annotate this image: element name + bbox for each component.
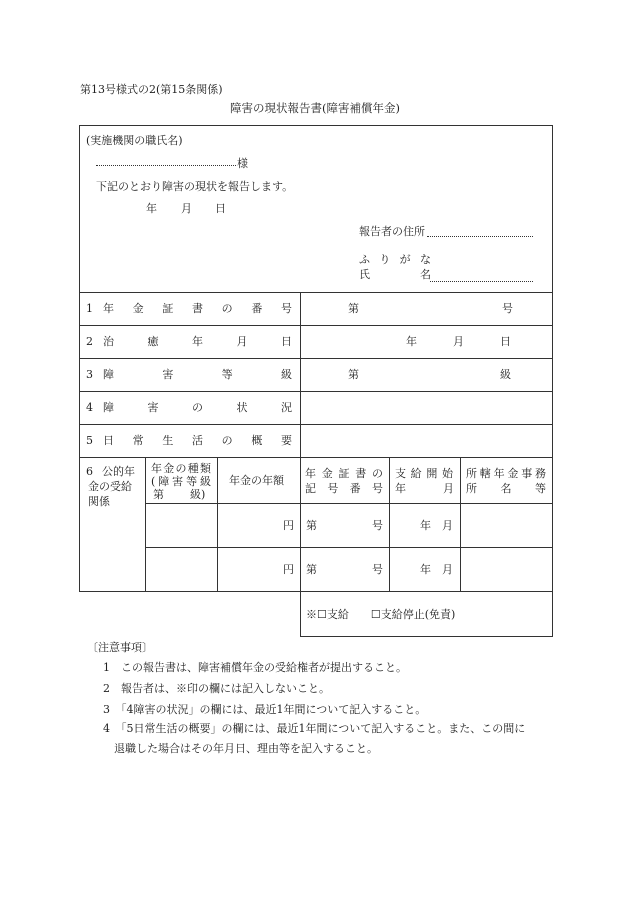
recipient-line bbox=[96, 165, 236, 166]
pension-row2-gou: 号 bbox=[372, 563, 383, 576]
reporter-address-label: 報告者の住所 bbox=[359, 225, 425, 238]
pension-label-line3: 関係 bbox=[88, 495, 110, 508]
pension-row1-dai: 第 bbox=[306, 519, 317, 532]
reporter-name-label: 氏名 bbox=[359, 268, 431, 281]
divider-pension-row1 bbox=[145, 547, 553, 548]
reporter-address-line bbox=[427, 236, 533, 237]
date-day-label: 日 bbox=[215, 202, 226, 215]
date-year-label: 年 bbox=[146, 202, 157, 215]
pension-row2-nen: 年 bbox=[420, 563, 431, 576]
divider-pension-header bbox=[145, 503, 553, 504]
row3-label: 障害等級 bbox=[103, 368, 292, 381]
row4-label: 障害の状況 bbox=[103, 401, 292, 414]
row3-prefix: 第 bbox=[348, 368, 359, 381]
note-item-2: 2 報告者は、※印の欄には記入しないこと。 bbox=[103, 682, 330, 695]
row1-prefix: 第 bbox=[348, 302, 359, 315]
col-start-line2-a: 年 bbox=[395, 482, 406, 495]
col-type-line1: 年金の種類 bbox=[151, 462, 211, 475]
divider-header bbox=[79, 292, 553, 293]
col-start-line2-b: 月 bbox=[443, 482, 454, 495]
recipient-label: (実施機関の職氏名) bbox=[86, 134, 183, 147]
reporter-name-line bbox=[430, 281, 533, 282]
row2-year: 年 bbox=[406, 335, 417, 348]
official-use-checkboxes[interactable]: ※☐支給 ☐支給停止(免責) bbox=[306, 608, 456, 621]
divider-row1 bbox=[79, 325, 553, 326]
divider-pension-start bbox=[460, 457, 461, 592]
row3-number: 3 bbox=[86, 368, 93, 381]
pension-row1-nen: 年 bbox=[420, 519, 431, 532]
pension-row1-tsuki: 月 bbox=[442, 519, 453, 532]
pension-number: 6 bbox=[86, 465, 93, 478]
pension-row2-tsuki: 月 bbox=[442, 563, 453, 576]
row3-suffix: 級 bbox=[500, 368, 511, 381]
furigana-label: ふりがな bbox=[359, 253, 431, 266]
col-type-line3-a: 第 bbox=[153, 488, 164, 501]
form-number: 第13号様式の2(第15条関係) bbox=[80, 83, 223, 96]
col-cert-line1: 年金証書の bbox=[305, 467, 383, 480]
row2-day: 日 bbox=[500, 335, 511, 348]
pension-label-line1: 公的年 bbox=[102, 465, 135, 478]
row5-label: 日常生活の概要 bbox=[103, 434, 292, 447]
pension-row1-yen: 円 bbox=[283, 519, 294, 532]
pension-row2-yen: 円 bbox=[283, 563, 294, 576]
row2-month: 月 bbox=[453, 335, 464, 348]
row1-label: 年金証書の番号 bbox=[103, 302, 292, 315]
divider-pension-amount bbox=[300, 457, 301, 592]
date-month-label: 月 bbox=[181, 202, 192, 215]
divider-pension-label bbox=[145, 457, 146, 592]
pension-row2-dai: 第 bbox=[306, 563, 317, 576]
note-item-3: 3 「4障害の状況」の欄には、最近1年間について記入すること。 bbox=[103, 703, 427, 716]
divider-row4 bbox=[79, 424, 553, 425]
divider-pension-type bbox=[217, 457, 218, 592]
col-type-line2: (障害等級 bbox=[151, 475, 211, 488]
honorific: 様 bbox=[237, 157, 248, 170]
divider-row3 bbox=[79, 391, 553, 392]
pension-label-line2: 金の受給 bbox=[88, 480, 132, 493]
divider-row2 bbox=[79, 358, 553, 359]
note-item-4: 4 「5日常生活の概要」の欄には、最近1年間について記入すること。また、この間に bbox=[103, 722, 526, 735]
col-type-line3-b: 級) bbox=[190, 488, 206, 501]
divider-label-value bbox=[300, 292, 301, 457]
row5-number: 5 bbox=[86, 434, 93, 447]
col-office-line1: 所轄年金事務 bbox=[466, 467, 546, 480]
col-start-line1: 支給開始 bbox=[395, 467, 453, 480]
note-item-4-cont: 退職した場合はその年月日、理由等を記入すること。 bbox=[103, 742, 378, 755]
notes-title: 〔注意事項〕 bbox=[87, 641, 153, 654]
row2-number: 2 bbox=[86, 335, 93, 348]
pension-row1-gou: 号 bbox=[372, 519, 383, 532]
divider-row5 bbox=[79, 457, 553, 458]
row2-label: 治癒年月日 bbox=[103, 335, 292, 348]
divider-pension-cert bbox=[389, 457, 390, 592]
col-amount: 年金の年額 bbox=[229, 474, 284, 487]
report-statement: 下記のとおり障害の現状を報告します。 bbox=[96, 180, 294, 193]
row1-number: 1 bbox=[86, 302, 93, 315]
col-office-line2: 所名等 bbox=[466, 482, 546, 495]
row1-suffix: 号 bbox=[502, 302, 513, 315]
form-title: 障害の現状報告書(障害補償年金) bbox=[230, 101, 400, 115]
row4-number: 4 bbox=[86, 401, 93, 414]
col-cert-line2: 記号番号 bbox=[305, 482, 383, 495]
note-item-1: 1 この報告書は、障害補償年金の受給権者が提出すること。 bbox=[103, 661, 407, 674]
